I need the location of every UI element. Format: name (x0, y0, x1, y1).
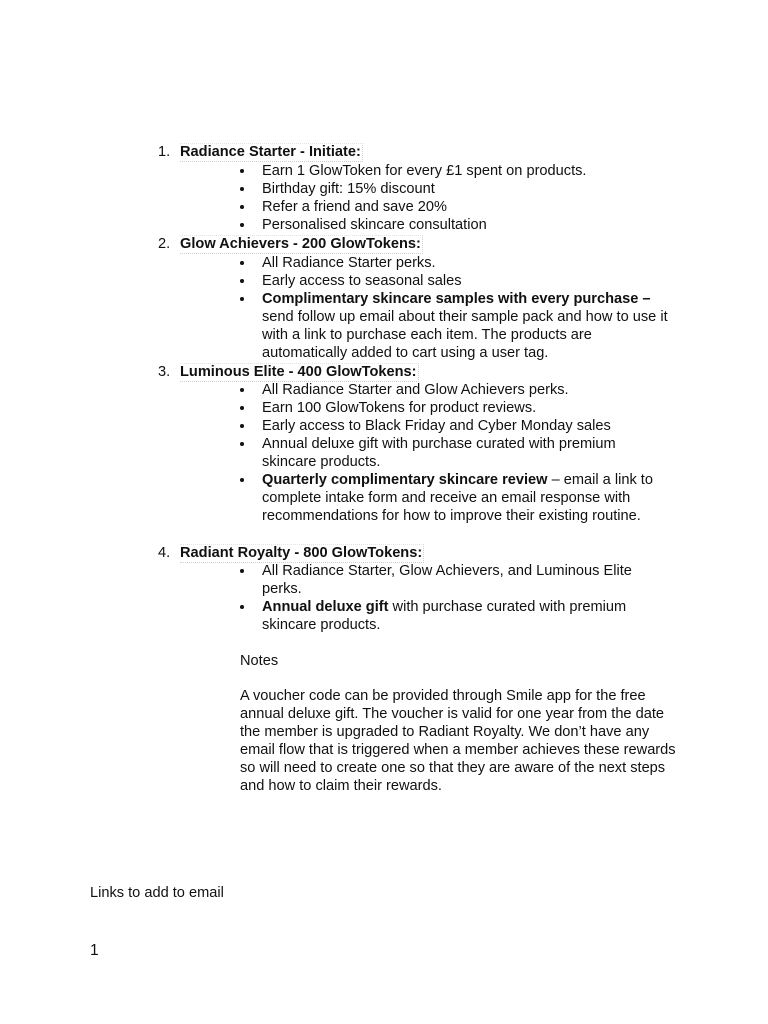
perk-bold-text: Quarterly complimentary skincare review (262, 472, 548, 488)
notes-heading: Notes (240, 653, 279, 669)
tier-perk-list (0, 162, 768, 234)
tier-perk-list (0, 562, 768, 634)
tier-title: Radiance Starter - Initiate: (180, 144, 361, 160)
list-item (0, 562, 768, 598)
perk-text: Personalised skincare consultation (262, 217, 487, 233)
list-item (0, 216, 768, 234)
list-item (0, 399, 768, 417)
perk-text: All Radiance Starter perks. (262, 255, 436, 271)
list-item (0, 381, 768, 399)
perk-text: with purchase curated with premium skincare products. (262, 599, 627, 633)
perk-text: Early access to seasonal sales (262, 273, 462, 289)
tier-number: 2. (158, 236, 171, 252)
list-item (0, 162, 768, 180)
links-section-title: Links to add to email (90, 885, 224, 901)
perk-text: Annual deluxe gift with purchase curated with premium skincare products. (262, 436, 616, 470)
perk-bold-text: Complimentary skincare samples with every purchase – (262, 291, 651, 307)
tier-title: Luminous Elite - 400 GlowTokens: (180, 364, 417, 380)
list-item (0, 180, 768, 198)
perk-text: Earn 100 GlowTokens for product reviews. (262, 400, 537, 416)
perk-text: Early access to Black Friday and Cyber Monday sales (262, 418, 611, 434)
tier-title: Glow Achievers - 200 GlowTokens: (180, 236, 421, 252)
tier-number: 3. (158, 364, 171, 380)
perk-text: Birthday gift: 15% discount (262, 181, 435, 197)
page-number: 1 (90, 942, 99, 959)
tier-number: 1. (158, 144, 171, 160)
list-item (0, 598, 768, 634)
perk-bold-text: Annual deluxe gift (262, 599, 389, 615)
list-item (0, 471, 768, 525)
perk-text: Refer a friend and save 20% (262, 199, 447, 215)
tier-title: Radiant Royalty - 800 GlowTokens: (180, 545, 423, 561)
perk-text: All Radiance Starter, Glow Achievers, and Luminous Elite perks. (262, 563, 632, 597)
tier-perk-list (0, 254, 768, 362)
list-item (0, 417, 768, 435)
list-item (0, 435, 768, 471)
perk-text: send follow up email about their sample pack and how to use it with a link to purchase each item. The products are automatically added to cart using a user tag. (262, 309, 668, 361)
list-item (0, 254, 768, 272)
tier-perk-list (0, 381, 768, 525)
list-item (0, 198, 768, 216)
notes-body: A voucher code can be provided through Smile app for the free annual deluxe gift. The voucher is valid for one year from the date the member is upgraded to Radiant Royalty. We don’t have any email flow that is triggered when a member achieves these rewards so will need to create one so that they are aware of the next steps and how to claim their rewards. (240, 688, 676, 794)
perk-text: Earn 1 GlowToken for every £1 spent on products. (262, 163, 587, 179)
list-item (0, 272, 768, 290)
perk-text: – email a link to complete intake form and receive an email response with recommendations for how to improve their existing routine. (262, 472, 653, 524)
perk-text: All Radiance Starter and Glow Achievers perks. (262, 382, 569, 398)
tier-number: 4. (158, 545, 171, 561)
list-item (0, 290, 768, 362)
